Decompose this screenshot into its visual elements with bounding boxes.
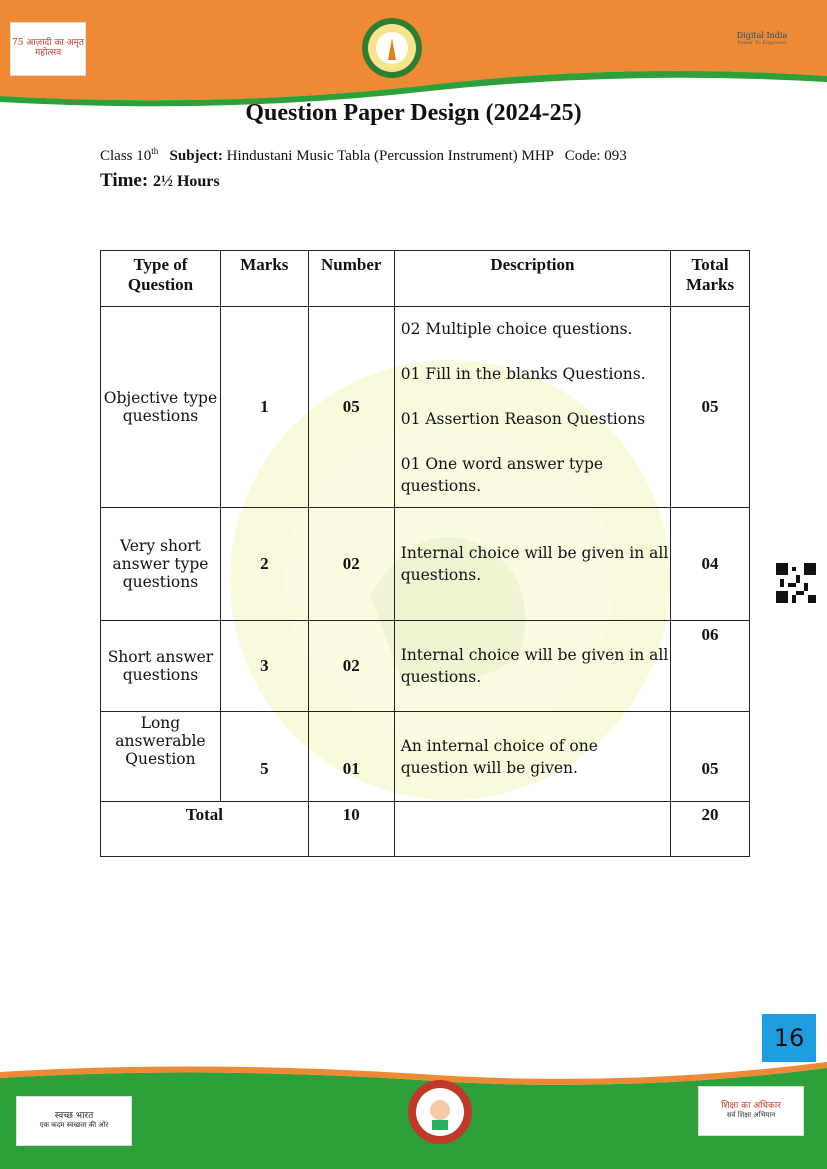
cell-number: 05 <box>308 307 394 508</box>
azadi-amrit-mahotsav-logo <box>10 22 86 76</box>
cell-type: Very short answer type questions <box>101 508 221 621</box>
swachh-bharat-logo <box>16 1096 132 1146</box>
cell-marks: 2 <box>220 508 308 621</box>
cell-type: Long answerable Question <box>101 712 221 802</box>
cell-total: 06 <box>671 621 750 712</box>
digital-india-text: Digital India <box>736 30 788 40</box>
header-total-marks: Total Marks <box>671 251 750 307</box>
cell-description <box>394 712 670 802</box>
subject-label: Subject: <box>169 148 223 164</box>
beti-padhao-logo <box>406 1078 474 1146</box>
board-emblem-logo <box>360 16 424 80</box>
class-label: Class 10 <box>100 148 152 164</box>
page-number-badge: 16 <box>762 1014 816 1062</box>
cell-total: 05 <box>671 712 750 802</box>
table-header-row <box>101 251 750 307</box>
cell-marks: 3 <box>220 621 308 712</box>
class-superscript: th <box>151 146 159 156</box>
description-line: 02 Multiple choice questions. <box>400 319 633 338</box>
table-total-row <box>101 802 750 857</box>
cell-total: 05 <box>671 307 750 508</box>
header-marks: Marks <box>220 251 308 307</box>
total-label: Total <box>101 802 309 857</box>
cell-marks: 1 <box>220 307 308 508</box>
time-label: Time: <box>100 170 149 191</box>
cell-marks: 5 <box>220 712 308 802</box>
cell-number: 02 <box>308 508 394 621</box>
total-number: 10 <box>308 802 394 857</box>
cell-description <box>394 621 670 712</box>
description-line: 01 Fill in the blanks Questions. <box>400 364 646 383</box>
shiksha-text: शिक्षा का अधिकार <box>721 1101 781 1112</box>
table-row <box>101 621 750 712</box>
table-row <box>101 307 750 508</box>
table-row <box>101 712 750 802</box>
shiksha-tagline: सर्व शिक्षा अभियान <box>726 1111 776 1120</box>
paper-meta-line <box>100 146 627 165</box>
time-value: 2½ Hours <box>152 173 220 190</box>
page-title: Question Paper Design (2024-25) <box>245 100 582 126</box>
cell-type: Short answer questions <box>101 621 221 712</box>
total-description-empty <box>394 802 670 857</box>
header-description: Description <box>394 251 670 307</box>
subject-value: Hindustani Music Tabla (Percussion Instrument) MHP <box>226 148 554 164</box>
cell-type: Objective type questions <box>101 307 221 508</box>
time-line <box>100 170 220 192</box>
cell-description <box>394 508 670 621</box>
description-line: Internal choice will be given in all questions. <box>400 646 669 686</box>
digital-india-tagline: Power To Empower <box>737 39 787 46</box>
description-line: Internal choice will be given in all questions. <box>400 544 669 584</box>
question-design-table <box>100 250 750 857</box>
subject-code: Code: 093 <box>564 148 627 164</box>
swachh-bharat-tagline: एक कदम स्वच्छता की ओर <box>39 1121 109 1130</box>
cell-total: 04 <box>671 508 750 621</box>
description-line: 01 One word answer type questions. <box>400 454 604 495</box>
digital-india-logo <box>728 22 796 56</box>
cell-description <box>394 307 670 508</box>
qr-code-icon <box>776 563 816 603</box>
swachh-bharat-text: स्वच्छ भारत <box>54 1111 94 1122</box>
cell-number: 02 <box>308 621 394 712</box>
header-number: Number <box>308 251 394 307</box>
azadi-logo-text: 75 आज़ादी का अमृत महोत्सव <box>12 38 84 58</box>
description-line: 01 Assertion Reason Questions <box>400 409 646 428</box>
cell-number: 01 <box>308 712 394 802</box>
table-row <box>101 508 750 621</box>
description-line: An internal choice of one question will be given. <box>400 736 598 777</box>
shiksha-ka-adhikar-logo <box>698 1086 804 1136</box>
total-marks: 20 <box>671 802 750 857</box>
header-type: Type of Question <box>101 251 221 307</box>
